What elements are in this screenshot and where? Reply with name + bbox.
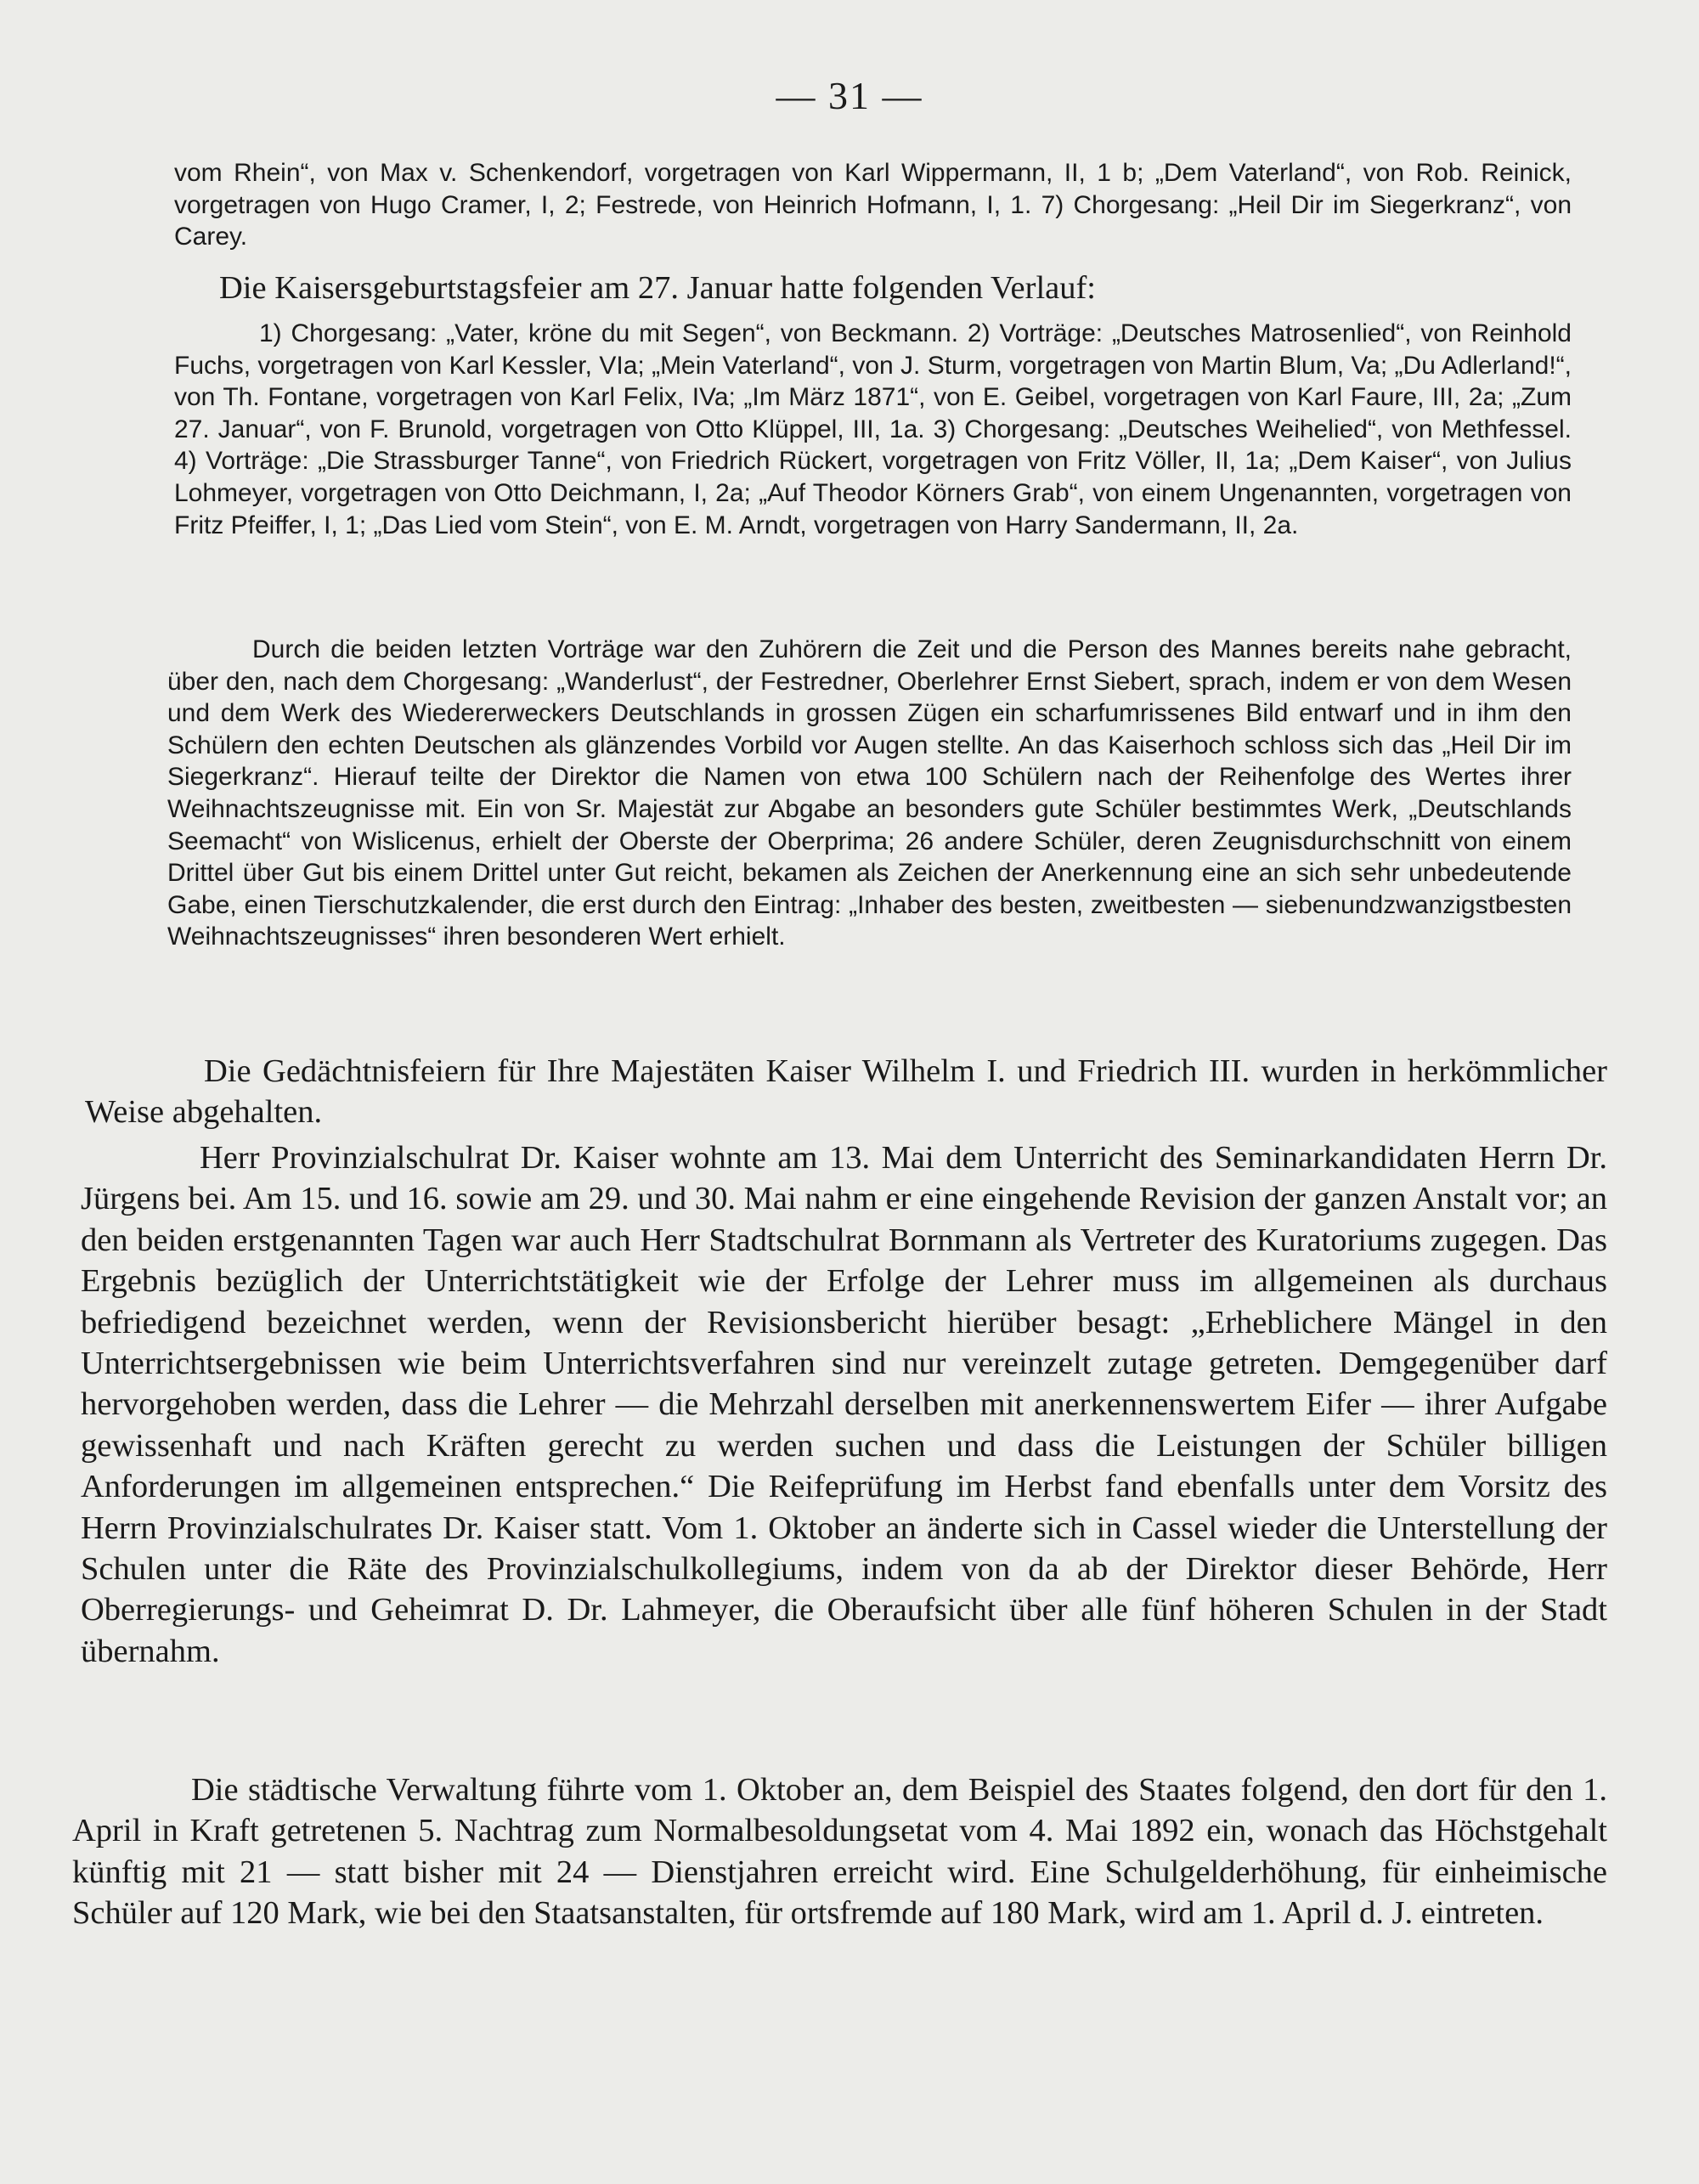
paragraph-program: 1) Chorgesang: „Vater, kröne du mit Segen“, von Beckmann. 2) Vorträge: „Deutsches Matrosenlied“, von Reinhold Fuchs, vorgetragen von Karl Kessler, VIa; „Mein Vaterland“, von J. Sturm, vorgetragen von Martin Blum, Va; „Du Adlerland!“, von Th. Fontane, vorgetragen von Karl Felix, IVa; „Im März 1871“, von E. Geibel, vorgetragen von Karl Faure, III, 2a; „Zum 27. Januar“, von F. Brunold, vorgetragen von Otto Klüppel, III, 1a. 3) Chorgesang: „Deutsches Weihelied“, von Methfessel. 4) Vorträge: „Die Strassburger Tanne“, von Friedrich Rückert, vorgetragen von Fritz Völler, II, 1a; „Dem Kaiser“, von Julius Lohmeyer, vorgetragen von Otto Deichmann, I, 2a; „Auf Theodor Körners Grab“, von einem Ungenannten, vorgetragen von Fritz Pfeiffer, I, 1; „Das Lied vom Stein“, von E. M. Arndt, vorgetragen von Harry Sandermann, II, 2a.: [174, 319, 1572, 539]
paragraph-rhein-continuation: vom Rhein“, von Max v. Schenkendorf, vorgetragen von Karl Wippermann, II, 1 b; „Dem Vaterland“, von Rob. Reinick, vorgetragen von Hugo Cramer, I, 2; Festrede, von Heinrich Hofmann, I, 1. 7) Chorgesang: „Heil Dir im Siegerkranz“, von Carey.: [174, 159, 1572, 251]
paragraph-kaisersgeburtstag-heading: Die Kaisersgeburtstagsfeier am 27. Januar hatte folgenden Verlauf:: [219, 270, 1096, 306]
paragraph-festrede: Durch die beiden letzten Vorträge war den Zuhörern die Zeit und die Person des Mannes bereits nahe gebracht, über den, nach dem Chorgesang: „Wanderlust“, der Festredner, Oberlehrer Ernst Siebert, sprach, indem er von dem Wesen und dem Werk des Wiedererweckers Deutschlands in grossen Zügen ein scharfumrissenes Bild entwarf und in ihm den Schülern den echten Deutschen als glänzendes Vorbild vor Augen stellte. An das Kaiserhoch schloss sich das „Heil Dir im Siegerkranz“. Hierauf teilte der Direktor die Namen von etwa 100 Schülern nach der Reihenfolge des Wertes ihrer Weihnachtszeugnisse mit. Ein von Sr. Majestät zur Abgabe an besonders gute Schüler bestimmtes Werk, „Deutschlands Seemacht“ von Wislicenus, erhielt der Oberste der Oberprima; 26 andere Schüler, deren Zeugnisdurchschnitt von einem Drittel über Gut bis einem Drittel unter Gut reicht, bekamen als Zeichen der Anerkennung eine an sich sehr unbedeutende Gabe, einen Tierschutzkalender, die erst durch den Eintrag: „Inhaber des besten, zweitbesten — siebenundzwanzigstbesten Weihnachtszeugnisses“ ihren besonderen Wert erhielt.: [167, 635, 1572, 951]
page-number: — 31 —: [776, 74, 923, 117]
paragraph-verwaltung: Die städtische Verwaltung führte vom 1. Oktober an, dem Beispiel des Staates folgend, den dort für den 1. April in Kraft getretenen 5. Nachtrag zum Normalbesoldungsetat vom 4. Mai 1892 ein, wonach das Höchstgehalt künftig mit 21 — statt bisher mit 24 — Dienstjahren erreicht wird. Eine Schulgelderhöhung, für einheimische Schüler auf 120 Mark, wie bei den Staatsanstalten, für ortsfremde auf 180 Mark, wird am 1. April d. J. eintreten.: [72, 1772, 1607, 1932]
paragraph-revision: Herr Provinzialschulrat Dr. Kaiser wohnte am 13. Mai dem Unterricht des Seminarkandidaten Herrn Dr. Jürgens bei. Am 15. und 16. sowie am 29. und 30. Mai nahm er eine eingehende Revision der ganzen Anstalt vor; an den beiden erstgenannten Tagen war auch Herr Stadtschulrat Bornmann als Vertreter des Kuratoriums zugegen. Das Ergebnis bezüglich der Unterrichtstätigkeit wie der Erfolge der Lehrer muss im allgemeinen als durchaus befriedigend bezeichnet werden, wenn der Revisionsbericht hierüber besagt: „Erheblichere Mängel in den Unterrichtsergebnissen wie beim Unterrichtsverfahren sind nur vereinzelt zutage getreten. Demgegenüber darf hervorgehoben werden, dass die Lehrer — die Mehrzahl derselben mit anerkennenswertem Eifer — ihrer Aufgabe gewissenhaft und nach Kräften gerecht zu werden suchen und dass die Leistungen der Schüler billigen Anforderungen im allgemeinen entsprechen.“ Die Reifeprüfung im Herbst fand ebenfalls unter dem Vorsitz des Herrn Provinzialschulrates Dr. Kaiser statt. Vom 1. Oktober an änderte sich in Cassel wieder die Unterstellung der Schulen unter die Räte des Provinzialschulkollegiums, indem von da ab der Direktor dieser Behörde, Herr Oberregierungs- und Geheimrat D. Dr. Lahmeyer, die Oberaufsicht über alle fünf höheren Schulen in der Stadt übernahm.: [81, 1140, 1607, 1669]
paragraph-gedaechtnisfeiern: Die Gedächtnisfeiern für Ihre Majestäten Kaiser Wilhelm I. und Friedrich III. wurden in herkömmlicher Weise abgehalten.: [85, 1053, 1607, 1131]
